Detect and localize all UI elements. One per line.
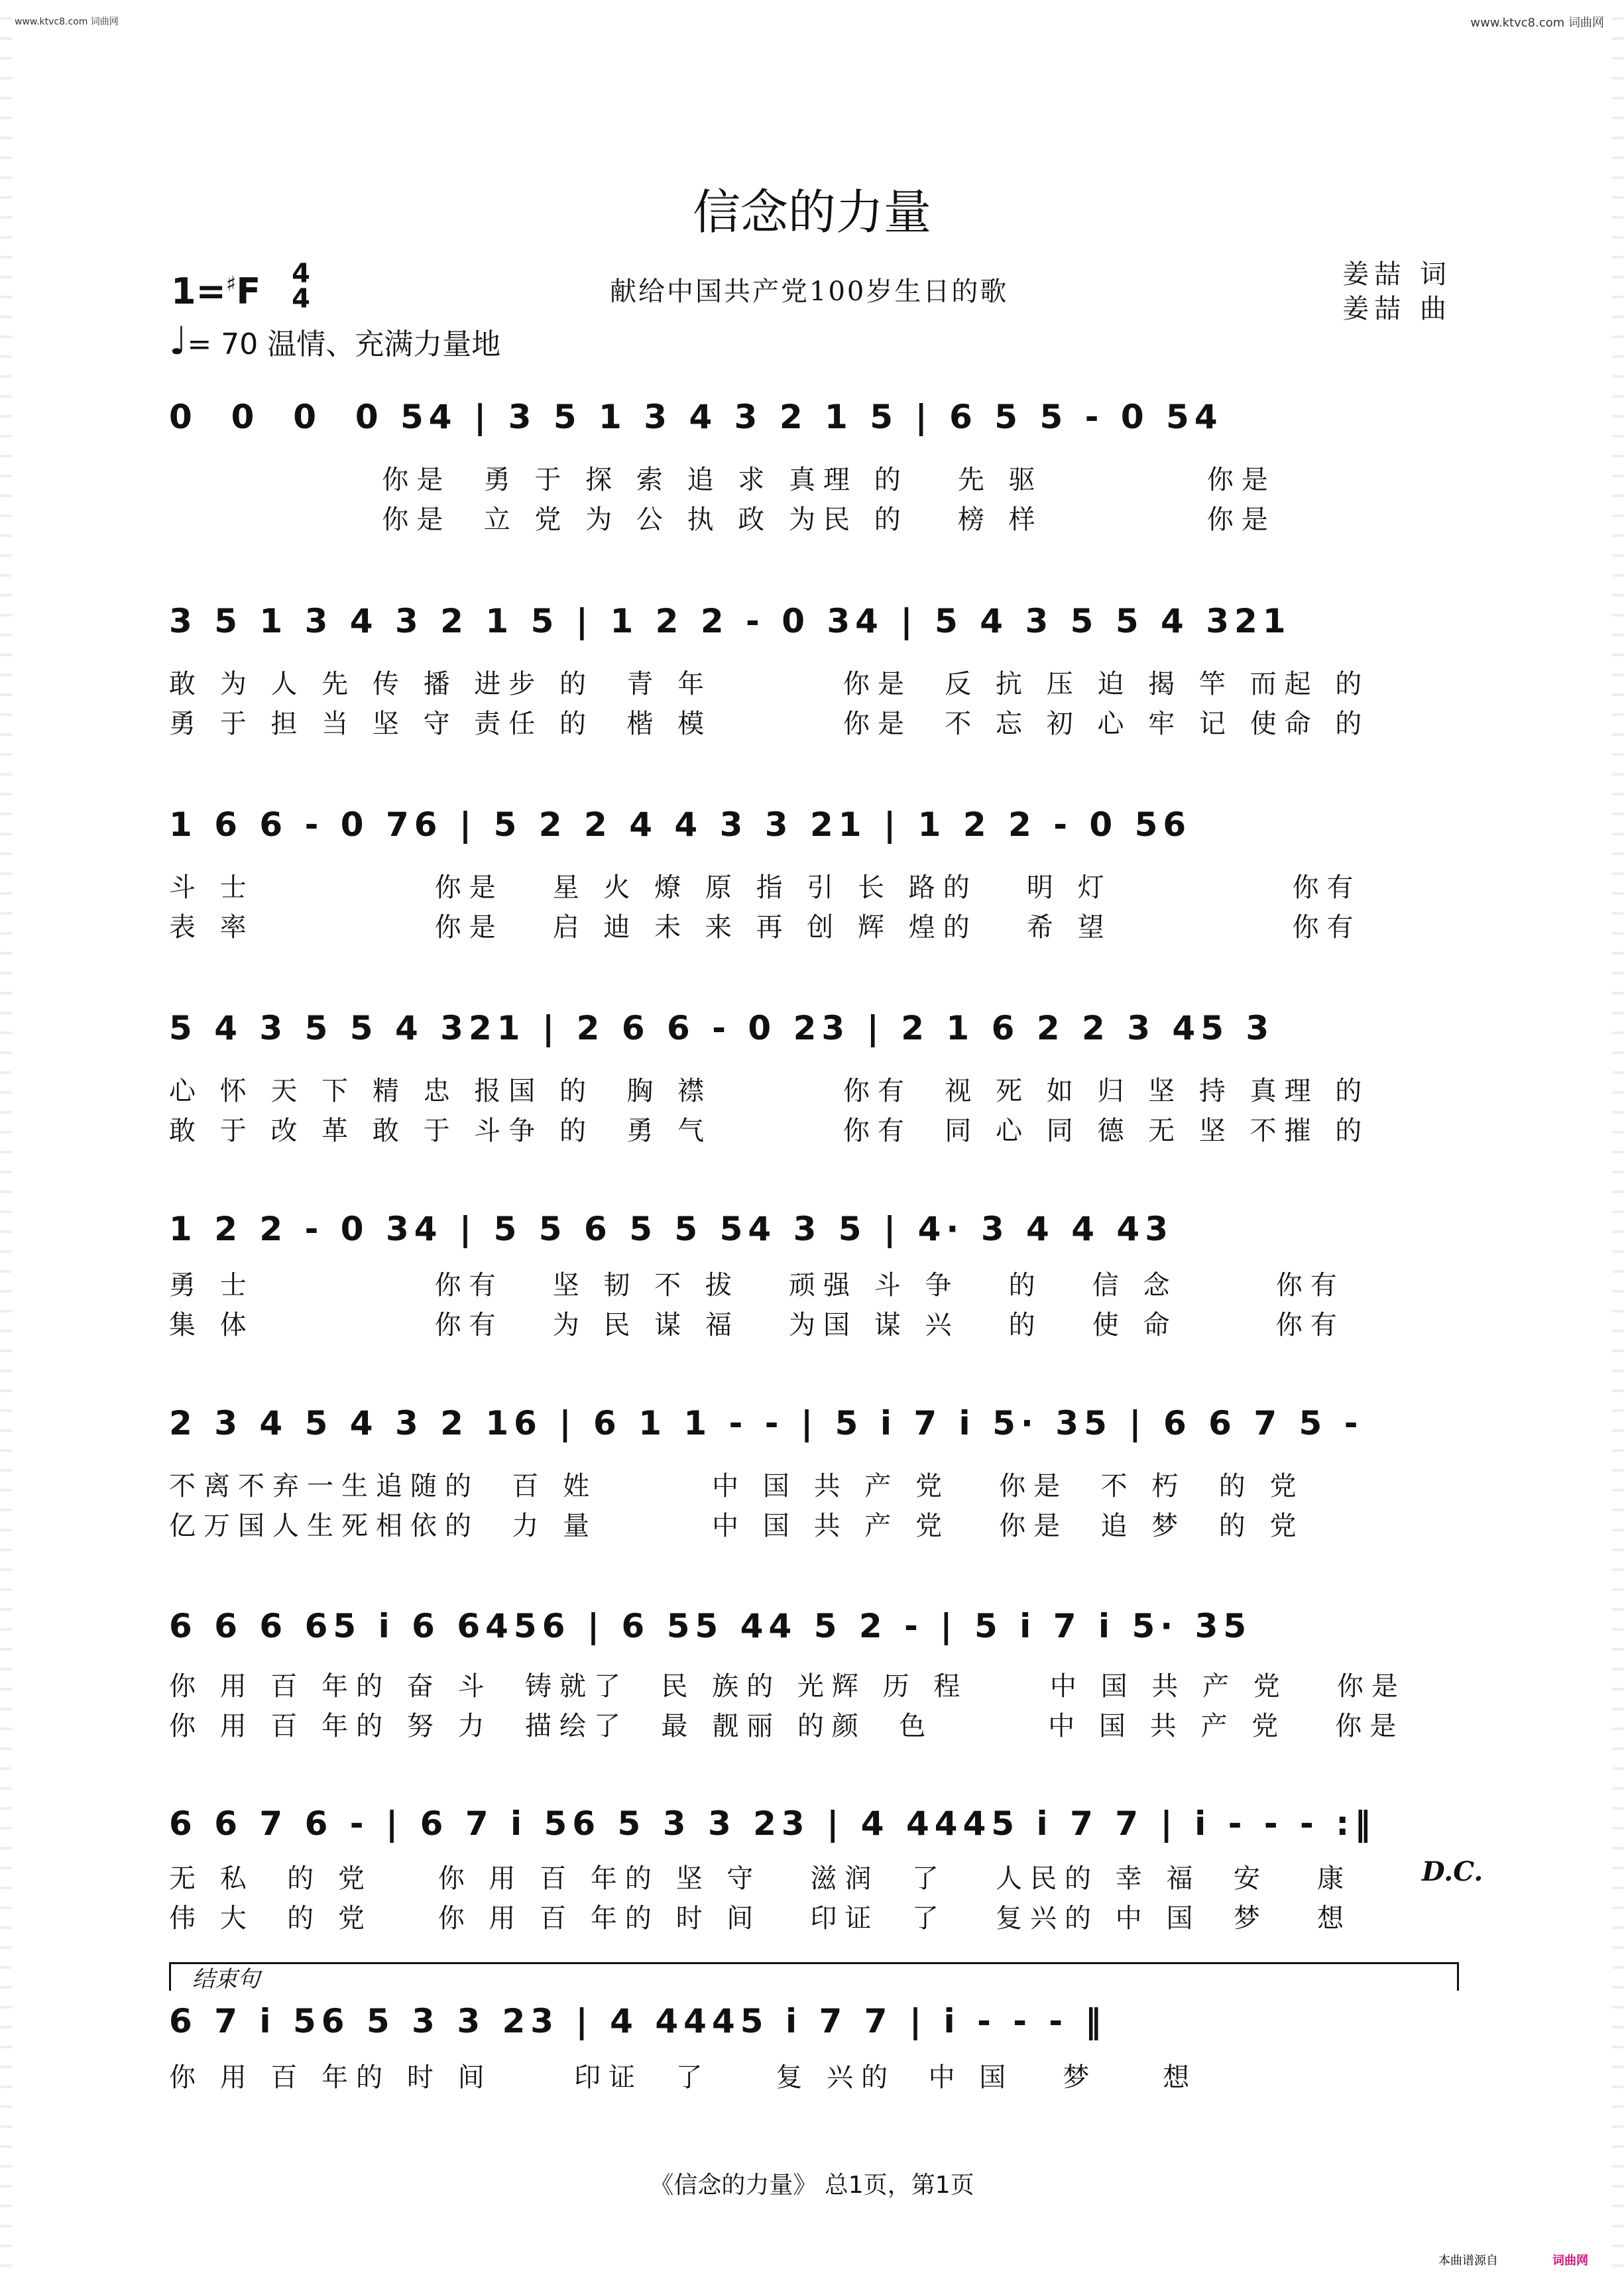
lyric-verse-1: 你 用 百 年的 奋 斗 铸就了 民 族的 光辉 历 程 中 国 共 产 党 你是 [169,1671,1406,1702]
lyric-verse-2: 敢 于 改 革 敢 于 斗争 的 勇 气 你有 同 心 同 德 无 坚 不摧 的 [169,1116,1370,1146]
lyric-verse-2: 勇 于 担 当 坚 守 责任 的 楷 模 你是 不 忘 初 心 牢 记 使命 的 [169,709,1370,739]
notation-line: 3 5 1 3 4 3 2 1 5 | 1 2 2 - 0 34 | 5 4 3 5 5 4 321 [169,602,1291,640]
lyric-verse-1: 不离不弃一生追随的 百 姓 中 国 共 产 党 你是 不 朽 的 党 [169,1471,1305,1501]
notation-line: 6 6 6 65 i 6 6456 | 6 55 44 5 2 - | 5 i 7 i 5· 35 [169,1607,1252,1645]
notation-line: 0 0 0 0 54 | 3 5 1 3 4 3 2 1 5 | 6 5 5 - 0 54 [169,398,1223,436]
lyric-verse-1: 敢 为 人 先 传 播 进步 的 青 年 你是 反 抗 压 迫 揭 竿 而起 的 [169,669,1370,699]
lyric-verse-2: 集 体 你有 为 民 谋 福 为国 谋 兴 的 使 命 你有 [169,1310,1345,1340]
key-signature [171,270,261,312]
left-margin-watermark [0,0,12,2283]
expression-text: 温情、充满力量地 [267,327,501,361]
lyric-verse-1: 勇 士 你有 坚 韧 不 拔 顽强 斗 争 的 信 念 你有 [169,1270,1345,1301]
lyric-verse-2: 你是 立 党 为 公 执 政 为民 的 榜 样 你是 [169,504,1276,535]
key-letter: F [236,270,261,312]
notation-line: 2 3 4 5 4 3 2 16 | 6 1 1 - - | 5 i 7 i 5· 35 | 6 6 7 5 - [169,1404,1363,1442]
coda-label: 结束句 [192,1966,260,1993]
key-prefix: 1= [171,270,226,312]
notation-line: 5 4 3 5 5 4 321 | 2 6 6 - 0 23 | 2 1 6 2 2 3 45 3 [169,1009,1275,1047]
dedication: 献给中国共产党100岁生日的歌 [610,276,1009,307]
notation-line: 1 2 2 - 0 34 | 5 5 6 5 5 54 3 5 | 4· 3 4 4 43 [169,1210,1174,1248]
lyric-verse-1: 你是 勇 于 探 索 追 求 真理 的 先 驱 你是 [169,465,1276,495]
composer-credit: 姜喆 曲 [1342,294,1452,324]
lyric-verse-2: 亿万国人生死相依的 力 量 中 国 共 产 党 你是 追 梦 的 党 [169,1511,1305,1541]
lyric-verse-1: 心 怀 天 下 精 忠 报国 的 胸 襟 你有 视 死 如 归 坚 持 真理 的 [169,1076,1370,1106]
sharp-icon: ♯ [225,271,237,296]
da-capo-mark: D.C. [1422,1856,1483,1887]
page-footer: 《信念的力量》 总1页，第1页 [650,2172,974,2199]
lyric-verse-1: 无 私 的 党 你 用 百 年的 坚 守 滋润 了 人民的 幸 福 安 康 [169,1863,1352,1894]
quarter-note-icon: ♩ [169,318,188,363]
lyricist-credit: 姜喆 词 [1342,259,1452,290]
lyric-verse-1: 斗 士 你是 星 火 燎 原 指 引 长 路的 明 灯 你有 [169,872,1362,903]
time-bottom: 4 [292,284,310,314]
notation-line: 1 6 6 - 0 76 | 5 2 2 4 4 3 3 21 | 1 2 2 - 0 56 [169,805,1192,844]
coda-bracket [169,1962,1459,1991]
lyric-verse-2: 你 用 百 年的 努 力 描绘了 最 靓丽 的颜 色 中 国 共 产 党 你是 [169,1711,1405,1741]
right-margin-watermark [1612,0,1624,2283]
tempo-marking [169,318,500,363]
lyric-verse-1: 你 用 百 年的 时 间 印证 了 复 兴的 中 国 梦 想 [169,2062,1198,2093]
tempo-value: = 70 [187,327,259,361]
lyric-verse-2: 表 率 你是 启 迪 未 来 再 创 辉 煌的 希 望 你有 [169,912,1362,943]
time-top: 4 [292,259,310,289]
song-title: 信念的力量 [692,184,931,240]
notation-line: 6 6 7 6 - | 6 7 i 56 5 3 3 23 | 4 4445 i 7 7 | i - - - :‖ [169,1804,1377,1843]
time-signature [286,261,316,312]
source-note: 本曲谱源自 [1438,2254,1498,2268]
lyric-verse-2: 伟 大 的 党 你 用 百 年的 时 间 印证 了 复兴的 中 国 梦 想 [169,1903,1352,1934]
brand-link[interactable]: 词曲网 [1552,2254,1588,2268]
site-url-right[interactable]: www.ktvc8.com 词曲网 [1470,16,1604,30]
site-url-left[interactable]: www.ktvc8.com 词曲网 [15,17,119,27]
notation-line: 6 7 i 56 5 3 3 23 | 4 4445 i 7 7 | i - - - ‖ [169,2002,1107,2040]
